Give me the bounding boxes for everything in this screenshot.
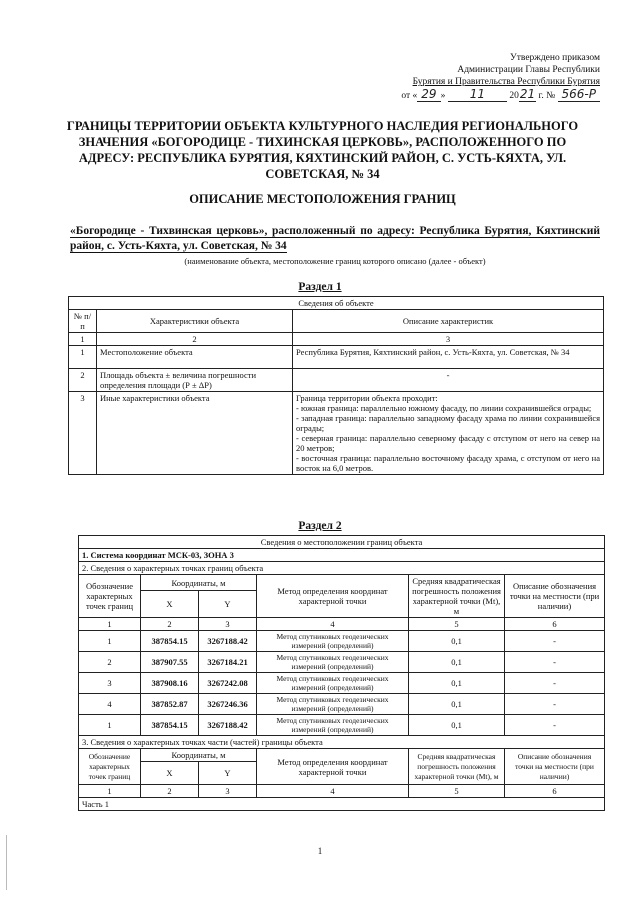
header-method: Метод определения координат характерной точки <box>257 575 409 618</box>
part-label: Часть 1 <box>79 798 605 811</box>
table-row <box>79 673 605 694</box>
part-header-desc: Описание обозначения точки на местности (при наличии) <box>505 749 605 785</box>
point-desc: - <box>505 715 605 736</box>
page-number: 1 <box>317 846 323 856</box>
part-col-num-3: 3 <box>199 785 257 798</box>
header-x: X <box>141 591 199 618</box>
table-row <box>79 715 605 736</box>
col-num-2: 2 <box>97 333 293 346</box>
point-x: 387907.55 <box>141 652 199 673</box>
col-header-num: № п/п <box>69 310 97 333</box>
row-description: Граница территории объекта проходит: - южная граница: параллельно южному фасаду, по линии сохранившейся ограды; - западная граница: параллельно западному фасаду храма по линии сохранившейся ограды; - северная граница: параллельно северному фасаду с отступом от него на север на 20 метров; - восточная граница: параллельно восточному фасаду храма, с отступом от него на восток на 6,0 метров. <box>293 392 604 475</box>
part-header-point: Обозначение характерных точек границ <box>79 749 141 785</box>
approval-date-line <box>350 88 600 102</box>
col-num-5: 5 <box>409 618 505 631</box>
col-num-4: 4 <box>257 618 409 631</box>
row-description: - <box>293 369 604 392</box>
approval-line-1: Утверждено приказом <box>510 53 600 63</box>
point-mt: 0,1 <box>409 694 505 715</box>
part-col-num-1: 1 <box>79 785 141 798</box>
col-num-3: 3 <box>293 333 604 346</box>
header-coords: Координаты, м <box>141 575 257 591</box>
col-header-description: Описание характеристик <box>293 310 604 333</box>
part-header-y: Y <box>199 762 257 785</box>
part-header-coords: Координаты, м <box>141 749 257 762</box>
col-num-3: 3 <box>199 618 257 631</box>
approval-day: 29 <box>417 87 440 102</box>
row-characteristic: Иные характеристики объекта <box>97 392 293 475</box>
header-point: Обозначение характерных точек границ <box>79 575 141 618</box>
point-mt: 0,1 <box>409 652 505 673</box>
object-name-text: «Богородице - Тихвинская церковь», расположенный по адресу: Республика Бурятия, Кяхтинский район, с. Усть-Кяхта, ул. Советская, № 34 <box>70 225 600 252</box>
date-mid: » <box>440 91 446 101</box>
approval-number: 566-Р <box>558 87 600 102</box>
point-mt: 0,1 <box>409 715 505 736</box>
point-id: 3 <box>79 673 141 694</box>
scan-edge-mark <box>6 835 7 890</box>
point-y: 3267184.21 <box>199 652 257 673</box>
point-x: 387854.15 <box>141 631 199 652</box>
row-characteristic: Площадь объекта ± величина погрешности определения площади (Р ± ΔР) <box>97 369 293 392</box>
point-x: 387854.15 <box>141 715 199 736</box>
point-y: 3267246.36 <box>199 694 257 715</box>
object-info-table-title: Сведения об объекте <box>69 297 604 310</box>
approval-block <box>350 52 600 102</box>
table-row <box>69 392 604 475</box>
point-id: 4 <box>79 694 141 715</box>
part-header-accuracy: Средняя квадратическая погрешность положения характерной точки (Mt), м <box>409 749 505 785</box>
point-method: Метод спутниковых геодезических измерений (определений) <box>257 694 409 715</box>
boundary-points-table <box>78 535 605 811</box>
point-desc: - <box>505 631 605 652</box>
col-num-1: 1 <box>79 618 141 631</box>
part-col-num-6: 6 <box>505 785 605 798</box>
approval-line-2: Администрации Главы Республики <box>457 65 600 75</box>
col-header-characteristic: Характеристики объекта <box>97 310 293 333</box>
point-desc: - <box>505 652 605 673</box>
table-row <box>79 631 605 652</box>
point-x: 387852.87 <box>141 694 199 715</box>
part-col-num-4: 4 <box>257 785 409 798</box>
part-header-x: X <box>141 762 199 785</box>
boundary-table-title: Сведения о местоположении границ объекта <box>79 536 605 549</box>
point-y: 3267242.08 <box>199 673 257 694</box>
row-number: 1 <box>69 346 97 369</box>
table-row <box>79 694 605 715</box>
header-y: Y <box>199 591 257 618</box>
table-row <box>69 346 604 369</box>
point-y: 3267188.42 <box>199 631 257 652</box>
object-note: (наименование объекта, местоположение границ которого описано (далее - объект) <box>184 256 486 266</box>
approval-month: 11 <box>448 87 507 102</box>
point-method: Метод спутниковых геодезических измерений (определений) <box>257 673 409 694</box>
point-mt: 0,1 <box>409 673 505 694</box>
year-prefix: 20 <box>509 91 519 101</box>
col-num-6: 6 <box>505 618 605 631</box>
point-x: 387908.16 <box>141 673 199 694</box>
point-id: 2 <box>79 652 141 673</box>
table-row <box>79 652 605 673</box>
part-col-num-2: 2 <box>141 785 199 798</box>
header-desc: Описание обозначения точки на местности (при наличии) <box>505 575 605 618</box>
year-label: г. № <box>538 91 556 101</box>
section-2-title: Раздел 2 <box>298 520 342 532</box>
point-y: 3267188.42 <box>199 715 257 736</box>
point-method: Метод спутниковых геодезических измерений (определений) <box>257 652 409 673</box>
points-title: 2. Сведения о характерных точках границ объекта <box>79 562 605 575</box>
row-number: 2 <box>69 369 97 392</box>
point-method: Метод спутниковых геодезических измерений (определений) <box>257 631 409 652</box>
point-id: 1 <box>79 715 141 736</box>
point-mt: 0,1 <box>409 631 505 652</box>
approval-line-3: Бурятия и Правительства Республики Бурятия <box>412 77 600 87</box>
col-num-1: 1 <box>69 333 97 346</box>
point-desc: - <box>505 673 605 694</box>
coord-system: 1. Система координат МСК-03, ЗОНА 3 <box>79 549 605 562</box>
part-title: 3. Сведения о характерных точках части (частей) границы объекта <box>79 736 605 749</box>
row-characteristic: Местоположение объекта <box>97 346 293 369</box>
row-number: 3 <box>69 392 97 475</box>
header-accuracy: Средняя квадратическая погрешность положения характерной точки (Mt), м <box>409 575 505 618</box>
object-name <box>70 224 600 254</box>
object-info-table <box>68 296 604 475</box>
approval-year: 21 <box>519 87 536 101</box>
col-num-2: 2 <box>141 618 199 631</box>
table-row <box>69 369 604 392</box>
part-header-method: Метод определения координат характерной точки <box>257 749 409 785</box>
row-description: Республика Бурятия, Кяхтинский район, с. Усть-Кяхта, ул. Советская, № 34 <box>293 346 604 369</box>
document-subtitle: ОПИСАНИЕ МЕСТОПОЛОЖЕНИЯ ГРАНИЦ <box>189 192 456 206</box>
point-id: 1 <box>79 631 141 652</box>
part-col-num-5: 5 <box>409 785 505 798</box>
section-1-title: Раздел 1 <box>298 281 342 293</box>
point-desc: - <box>505 694 605 715</box>
document-title: ГРАНИЦЫ ТЕРРИТОРИИ ОБЪЕКТА КУЛЬТУРНОГО НАСЛЕДИЯ РЕГИОНАЛЬНОГО ЗНАЧЕНИЯ «БОГОРОДИЦЕ - ТИХИНСКАЯ ЦЕРКОВЬ», РАСПОЛОЖЕННОГО ПО АДРЕСУ: РЕСПУБЛИКА БУРЯТИЯ, КЯХТИНСКИЙ РАЙОН, С. УСТЬ-КЯХТА, УЛ. СОВЕТСКАЯ, № 34 <box>66 119 579 181</box>
date-prefix: от « <box>401 91 418 101</box>
point-method: Метод спутниковых геодезических измерений (определений) <box>257 715 409 736</box>
